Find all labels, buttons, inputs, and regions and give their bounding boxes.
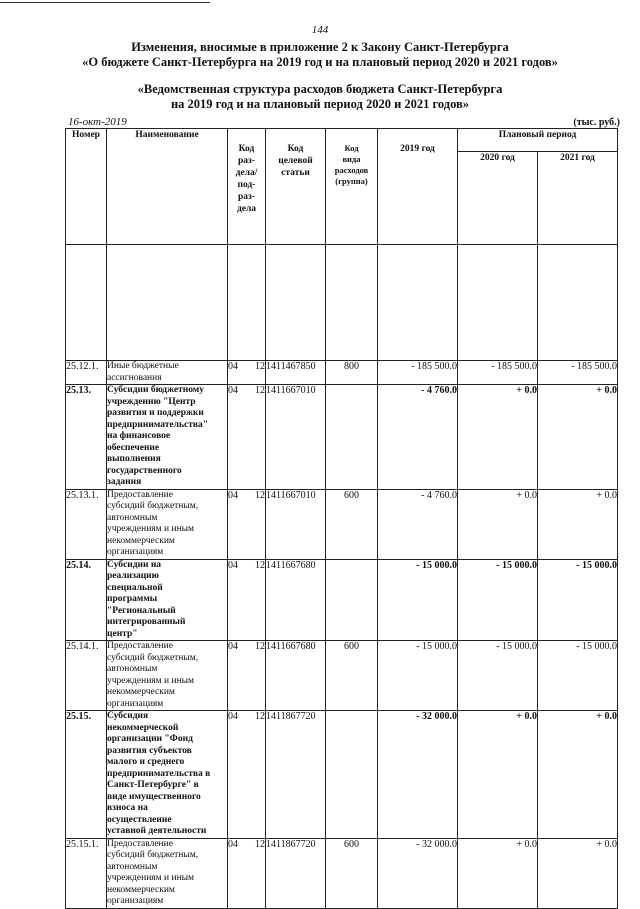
budget-table	[65, 128, 618, 909]
expense-type	[326, 385, 378, 490]
item-name-line: Субсидия	[107, 711, 149, 721]
item-name-line: субсидий бюджетным,	[107, 850, 199, 860]
item-name-line: субсидий бюджетным,	[107, 652, 199, 663]
spacer-cell	[107, 245, 228, 361]
header-line: раз-	[237, 192, 255, 202]
item-name-line: Санкт-Петербурге" в	[107, 780, 199, 790]
item-name-line: учреждениям и иным	[107, 675, 195, 686]
header-line: вида	[342, 154, 361, 164]
item-name-line: организации "Фонд	[107, 734, 193, 744]
target-code: 1411867720	[266, 711, 326, 839]
item-name-line: Субсидии бюджетному	[107, 385, 204, 395]
target-code: 1411867720	[266, 838, 326, 908]
item-name-line: развития субъектов	[107, 745, 192, 756]
item-name-line: автономным	[107, 664, 158, 674]
item-name-line: реализацию	[107, 571, 159, 581]
header-line: целевой	[278, 156, 313, 166]
header-line: Код	[287, 144, 304, 154]
amount-2020: + 0.0	[458, 838, 538, 908]
razdel: 04	[228, 641, 238, 652]
document-title-line: Изменения, вносимые в приложение 2 к Закону Санкт-Петербурга	[131, 40, 509, 54]
item-number: 25.13.	[66, 385, 107, 490]
amount-2019: - 32 000.0	[378, 711, 458, 839]
item-number: 25.14.	[66, 559, 107, 641]
amount-2021: + 0.0	[538, 711, 618, 839]
section-code	[228, 385, 266, 490]
section-code	[228, 361, 266, 385]
amount-2019: - 4 760.0	[378, 385, 458, 490]
amount-2021: + 0.0	[538, 838, 618, 908]
item-name	[107, 361, 228, 385]
item-name	[107, 559, 228, 641]
expense-type: 600	[326, 641, 378, 711]
amount-2019: - 15 000.0	[378, 641, 458, 711]
header-line: дела/	[235, 168, 258, 178]
expense-type	[326, 559, 378, 641]
podrazdel: 12	[255, 385, 265, 396]
section-code	[228, 838, 266, 908]
table-row	[66, 838, 618, 908]
razdel: 04	[228, 489, 238, 501]
item-name-line: центр"	[107, 628, 138, 639]
razdel: 04	[228, 711, 238, 722]
razdel: 04	[228, 838, 238, 850]
amount-2020: - 15 000.0	[458, 641, 538, 711]
item-name-line: ассигнования	[107, 372, 162, 383]
item-name-line: организациям	[107, 698, 164, 709]
document-date: 16-окт-2019	[68, 116, 127, 128]
item-name-line: Иные бюджетные	[107, 361, 179, 371]
section-code	[228, 711, 266, 839]
item-name-line: интегрированный	[107, 617, 186, 627]
item-name-line: Субсидии на	[107, 559, 162, 570]
item-name-line: учреждению "Центр	[107, 396, 196, 407]
header-name: Наименование	[107, 129, 228, 245]
spacer-cell	[378, 245, 458, 361]
podrazdel: 12	[255, 711, 265, 722]
spacer-cell	[66, 245, 107, 361]
header-target-code	[266, 129, 326, 245]
section-code	[228, 559, 266, 641]
table-row	[66, 489, 618, 559]
header-plan-period: Плановый период	[458, 129, 618, 152]
item-name-line: государственного	[107, 465, 182, 476]
amount-2021: + 0.0	[538, 385, 618, 490]
item-name-line: малого и среднего	[107, 757, 185, 767]
item-name-line: Предоставление	[107, 838, 173, 849]
spacer-cell	[266, 245, 326, 361]
header-line: расходов	[334, 165, 369, 175]
item-number: 25.13.1.	[66, 489, 107, 559]
spacer-cell	[458, 245, 538, 361]
amount-2021: + 0.0	[538, 489, 618, 559]
item-name-line: задания	[107, 477, 142, 487]
header-2021: 2021 год	[538, 152, 618, 245]
item-name-line: предпринимательства в	[107, 768, 211, 779]
table-body	[66, 245, 618, 909]
item-name-line: предпринимательства"	[107, 419, 209, 430]
item-name	[107, 641, 228, 711]
item-name-line: виде имущественного	[107, 791, 201, 802]
header-line: под-	[237, 180, 256, 190]
target-code: 1411667680	[266, 559, 326, 641]
item-name-line: развития и поддержки	[107, 408, 204, 418]
header-2020: 2020 год	[458, 152, 538, 245]
razdel: 04	[228, 385, 238, 396]
spacer-cell	[228, 245, 266, 361]
item-name-line: на финансовое	[107, 431, 171, 441]
amount-2020: + 0.0	[458, 385, 538, 490]
item-name	[107, 711, 228, 839]
item-name-line: учреждениям и иным	[107, 524, 195, 534]
item-name	[107, 385, 228, 490]
item-name	[107, 838, 228, 908]
expense-type	[326, 711, 378, 839]
item-name-line: субсидий бюджетным,	[107, 501, 199, 511]
header-line: (группа)	[335, 176, 368, 186]
header-expense-type	[326, 129, 378, 245]
document-subtitle-line: «Ведомственная структура расходов бюджета Санкт-Петербурга	[137, 82, 503, 96]
table-row	[66, 711, 618, 839]
amount-2019: - 15 000.0	[378, 559, 458, 641]
header-number: Номер	[66, 129, 107, 245]
podrazdel: 12	[255, 489, 265, 501]
amount-2020: + 0.0	[458, 711, 538, 839]
item-name-line: Предоставление	[107, 641, 173, 651]
target-code: 1411667010	[266, 385, 326, 490]
item-number: 25.15.	[66, 711, 107, 839]
target-code: 1411667680	[266, 641, 326, 711]
table-row	[66, 641, 618, 711]
amount-2021: - 15 000.0	[538, 559, 618, 641]
units-label: (тыс. руб.)	[573, 117, 620, 128]
item-name-line: организациям	[107, 547, 164, 557]
item-name-line: обеспечение	[107, 442, 160, 453]
item-name-line: некоммерческой	[107, 722, 179, 733]
item-name-line: некоммерческим	[107, 884, 175, 895]
item-number: 25.15.1.	[66, 838, 107, 908]
amount-2019: - 185 500.0	[378, 361, 458, 385]
item-name-line: учреждениям и иным	[107, 873, 195, 883]
item-name-line: взноса на	[107, 803, 148, 813]
header-section-code	[228, 129, 266, 245]
expense-type: 800	[326, 361, 378, 385]
header-line: раз-	[237, 156, 255, 166]
top-rule	[0, 2, 210, 3]
document-title	[0, 40, 640, 70]
document-subtitle	[0, 82, 640, 112]
item-name-line: уставной деятельности	[107, 826, 207, 836]
item-number: 25.12.1.	[66, 361, 107, 385]
podrazdel: 12	[255, 361, 265, 372]
item-name-line: некоммерческим	[107, 535, 175, 546]
table-row	[66, 559, 618, 641]
item-name-line: "Региональный	[107, 605, 176, 616]
razdel: 04	[228, 361, 238, 372]
table-row	[66, 385, 618, 490]
header-line: Код	[238, 144, 255, 154]
item-name-line: осуществление	[107, 814, 172, 825]
header-line: статьи	[281, 168, 310, 178]
podrazdel: 12	[255, 838, 265, 850]
amount-2020: - 15 000.0	[458, 559, 538, 641]
razdel: 04	[228, 559, 238, 571]
amount-2019: - 32 000.0	[378, 838, 458, 908]
item-name-line: автономным	[107, 861, 158, 872]
item-name-line: выполнения	[107, 454, 161, 464]
document-subtitle-line: на 2019 год и на плановый период 2020 и 2021 годов»	[170, 97, 470, 111]
amount-2020: - 185 500.0	[458, 361, 538, 385]
spacer-cell	[326, 245, 378, 361]
amount-2020: + 0.0	[458, 489, 538, 559]
podrazdel: 12	[255, 641, 265, 652]
page-number: 144	[311, 24, 329, 36]
item-name-line: организациям	[107, 896, 164, 906]
expense-type: 600	[326, 838, 378, 908]
expense-type: 600	[326, 489, 378, 559]
item-number: 25.14.1.	[66, 641, 107, 711]
document-title-line: «О бюджете Санкт-Петербурга на 2019 год и на плановый период 2020 и 2021 годов»	[82, 55, 558, 69]
item-name-line: специальной	[107, 582, 163, 593]
section-code	[228, 641, 266, 711]
item-name-line: некоммерческим	[107, 687, 175, 697]
spacer-cell	[538, 245, 618, 361]
item-name-line: Предоставление	[107, 489, 173, 500]
section-code	[228, 489, 266, 559]
amount-2021: - 15 000.0	[538, 641, 618, 711]
header-spacer-row	[66, 245, 618, 361]
amount-2021: - 185 500.0	[538, 361, 618, 385]
header-line: Код	[344, 143, 359, 153]
item-name	[107, 489, 228, 559]
item-name-line: программы	[107, 594, 158, 604]
target-code: 1411667010	[266, 489, 326, 559]
header-line: дела	[236, 204, 257, 214]
amount-2019: - 4 760.0	[378, 489, 458, 559]
target-code: 1411467850	[266, 361, 326, 385]
table-row	[66, 361, 618, 385]
podrazdel: 12	[255, 559, 265, 571]
header-2019: 2019 год	[378, 129, 458, 245]
item-name-line: автономным	[107, 512, 158, 523]
